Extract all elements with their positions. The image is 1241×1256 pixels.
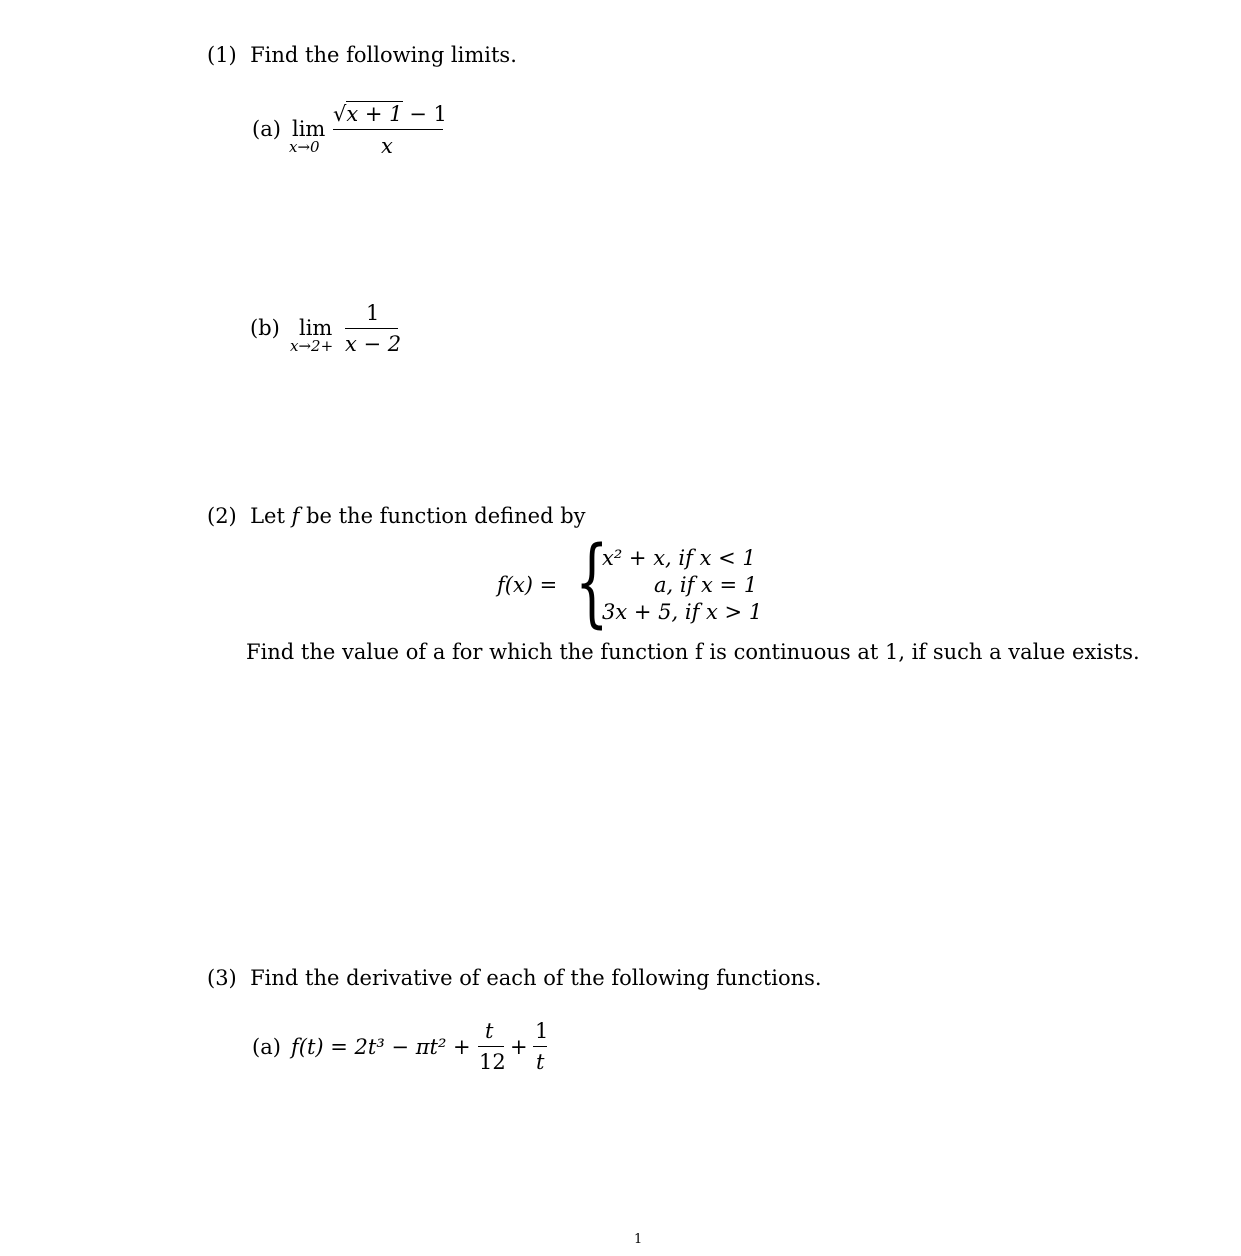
problem-2-question: Find the value of a for which the function f is continuous at 1, if such a value exists. bbox=[246, 640, 1140, 664]
page-number: 1 bbox=[634, 1232, 643, 1247]
part-1b-numerator: 1 bbox=[366, 301, 380, 325]
problem-1-label: (1) bbox=[207, 43, 237, 67]
piecewise-lhs: f(x) = bbox=[497, 573, 558, 597]
part-1b-lim-subscript: x→2+ bbox=[290, 337, 334, 355]
left-brace-icon: { bbox=[575, 526, 609, 638]
part-3a-frac2-bar bbox=[533, 1046, 547, 1047]
part-1b-lim: lim bbox=[299, 316, 333, 340]
part-1b-denominator: x − 2 bbox=[345, 332, 402, 356]
part-1a-num-rest: − 1 bbox=[402, 102, 447, 126]
problem-3-label: (3) bbox=[207, 966, 237, 990]
part-1a-lim: lim bbox=[292, 117, 326, 141]
problem-2-prompt-post: be the function defined by bbox=[299, 504, 586, 528]
problem-2-prompt-pre: Let bbox=[250, 504, 292, 528]
part-1b-fraction-bar bbox=[345, 328, 398, 329]
radical-sign-icon: √ bbox=[333, 102, 347, 126]
part-3a-frac1-den: 12 bbox=[479, 1050, 506, 1074]
problem-1 bbox=[207, 45, 517, 66]
part-3a-frac2-num: 1 bbox=[535, 1019, 549, 1043]
part-3a-label: (a) bbox=[252, 1035, 281, 1059]
part-3a-frac2-den: t bbox=[536, 1050, 545, 1074]
part-3a-frac1-bar bbox=[478, 1046, 504, 1047]
part-1a-label: (a) bbox=[252, 117, 281, 141]
part-3a-lhs: f(t) = 2t³ − πt² + bbox=[291, 1035, 471, 1059]
piecewise-case-1: x² + x, if x < 1 bbox=[602, 546, 756, 570]
piecewise-case-3: 3x + 5, if x > 1 bbox=[602, 600, 763, 624]
part-1a-lim-subscript: x→0 bbox=[289, 138, 320, 156]
problem-1-prompt: Find the following limits. bbox=[250, 43, 517, 67]
part-1a-radicand: x + 1 bbox=[346, 102, 403, 126]
part-1a-fraction-bar bbox=[333, 129, 443, 130]
problem-2-label: (2) bbox=[207, 504, 237, 528]
problem-2-prompt-var: f bbox=[291, 504, 300, 528]
problem-3-prompt: Find the derivative of each of the following functions. bbox=[250, 966, 822, 990]
part-3a-frac1-num: t bbox=[485, 1019, 494, 1043]
piecewise-case-2: a, if x = 1 bbox=[654, 573, 758, 597]
problem-2 bbox=[207, 506, 586, 527]
part-1a-numerator bbox=[333, 104, 447, 125]
part-3a-plus: + bbox=[510, 1035, 528, 1059]
part-1b-label: (b) bbox=[250, 316, 280, 340]
part-1a-denominator: x bbox=[381, 134, 393, 158]
problem-3 bbox=[207, 968, 822, 989]
